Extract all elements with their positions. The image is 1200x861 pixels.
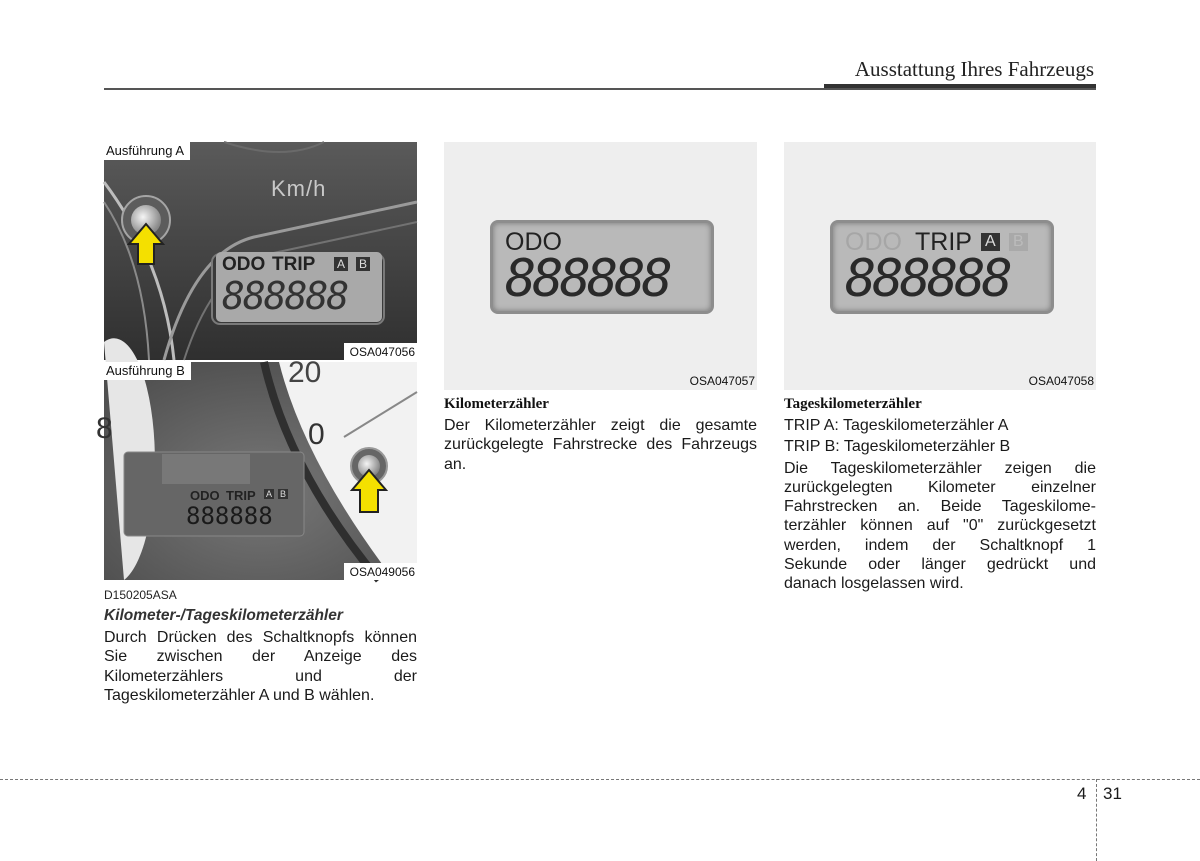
- header-rule: [104, 88, 1096, 90]
- lcd-trip-b: B: [1009, 233, 1028, 251]
- instrument-cluster-a: [104, 142, 417, 360]
- speed-unit-label: Km/h: [271, 176, 327, 201]
- lcd-trip-label: TRIP: [272, 254, 316, 275]
- lcd-digits: 888888: [222, 274, 348, 318]
- trip-b-line: TRIP B: Tageskilometerzähler B: [784, 438, 1011, 456]
- text-line: zurückgelegten Kilometer einzelner: [784, 478, 1096, 496]
- figure-code: OSA047056: [344, 343, 417, 360]
- text-line: Kilometerzählers und der: [104, 667, 417, 685]
- lcd-display-a: [216, 252, 382, 322]
- text-line: werden, indem der Schaltknopf 1: [784, 536, 1096, 554]
- lcd-display-trip: [830, 220, 1054, 314]
- instrument-cluster-b: [104, 362, 417, 580]
- lcd-display-b: [186, 486, 304, 536]
- figure-version-b: [96, 356, 417, 580]
- trip-a-line: TRIP A: Tageskilometerzähler A: [784, 417, 1009, 434]
- footer-divider: [0, 779, 1200, 780]
- text-line: Sekunde oder länger gedrückt und: [784, 556, 1096, 574]
- figure-tag: Ausführung A: [104, 142, 190, 160]
- figure-version-a: [104, 142, 417, 360]
- header-title: Ausstattung Ihres Fahrzeugs: [854, 57, 1094, 81]
- gauge-label-8: 8: [96, 412, 113, 445]
- footer-page-divider: [1096, 779, 1097, 861]
- figure-code: OSA047057: [689, 374, 755, 388]
- figure-code: OSA047058: [1028, 374, 1094, 388]
- lcd-odo-label: ODO: [845, 228, 902, 256]
- lcd-trip-b: B: [280, 489, 287, 499]
- text-line: Sie zwischen der Anzeige des: [104, 648, 417, 666]
- lcd-trip-b: B: [356, 257, 370, 271]
- text-line: terzähler können auf "0" zurückgesetzt: [784, 517, 1096, 535]
- text-line: an.: [444, 455, 467, 473]
- lcd-odo-label: ODO: [505, 228, 562, 256]
- odometer-heading: Kilometerzähler: [444, 396, 549, 412]
- figure-tag: Ausführung B: [104, 362, 191, 380]
- lcd-trip-a: A: [266, 489, 273, 499]
- lcd-digits: 888888: [505, 249, 669, 309]
- lcd-trip-label: TRIP: [226, 488, 256, 503]
- middle-body: [444, 416, 757, 474]
- page-number: 31: [1103, 784, 1122, 803]
- lcd-digits: 888888: [186, 502, 273, 530]
- left-body: [104, 628, 417, 705]
- text-line: Tageskilometerzähler A und B wählen.: [104, 686, 375, 704]
- lcd-digits: 888888: [845, 249, 1009, 309]
- text-line: Der Kilometerzähler zeigt die gesamte: [444, 417, 757, 434]
- lcd-trip-label: TRIP: [915, 228, 972, 256]
- figure-tripmeter: [784, 142, 1096, 390]
- section-code: D150205ASA: [104, 588, 177, 602]
- text-line: Die Tageskilometerzähler zeigen die: [784, 459, 1096, 477]
- gauge-label-0: 0: [308, 418, 325, 451]
- chapter-number: 4: [1077, 784, 1087, 803]
- gauge-label-20: 20: [288, 356, 322, 389]
- section-heading: Kilometer-/Tageskilometerzähler: [104, 607, 343, 624]
- lcd-odo-label: ODO: [190, 488, 220, 503]
- figure-odometer: [444, 142, 757, 390]
- text-line: zurückgelegte Fahrstrecke des Fahrzeugs: [444, 436, 757, 454]
- right-body: [784, 416, 1096, 594]
- lcd-trip-a: A: [334, 257, 348, 271]
- lcd-trip-a: A: [981, 233, 1000, 251]
- lcd-odo-label: ODO: [222, 254, 266, 275]
- text-line: Fahrstrecken an. Beide Tageskilome-: [784, 498, 1096, 516]
- text-line: danach losgelassen wird.: [784, 575, 964, 593]
- text-line: Durch Drücken des Schaltknopfs können: [104, 629, 417, 646]
- lcd-display-odo: [490, 220, 714, 314]
- figure-code: OSA049056: [344, 563, 417, 580]
- tripmeter-heading: Tageskilometerzähler: [784, 396, 922, 412]
